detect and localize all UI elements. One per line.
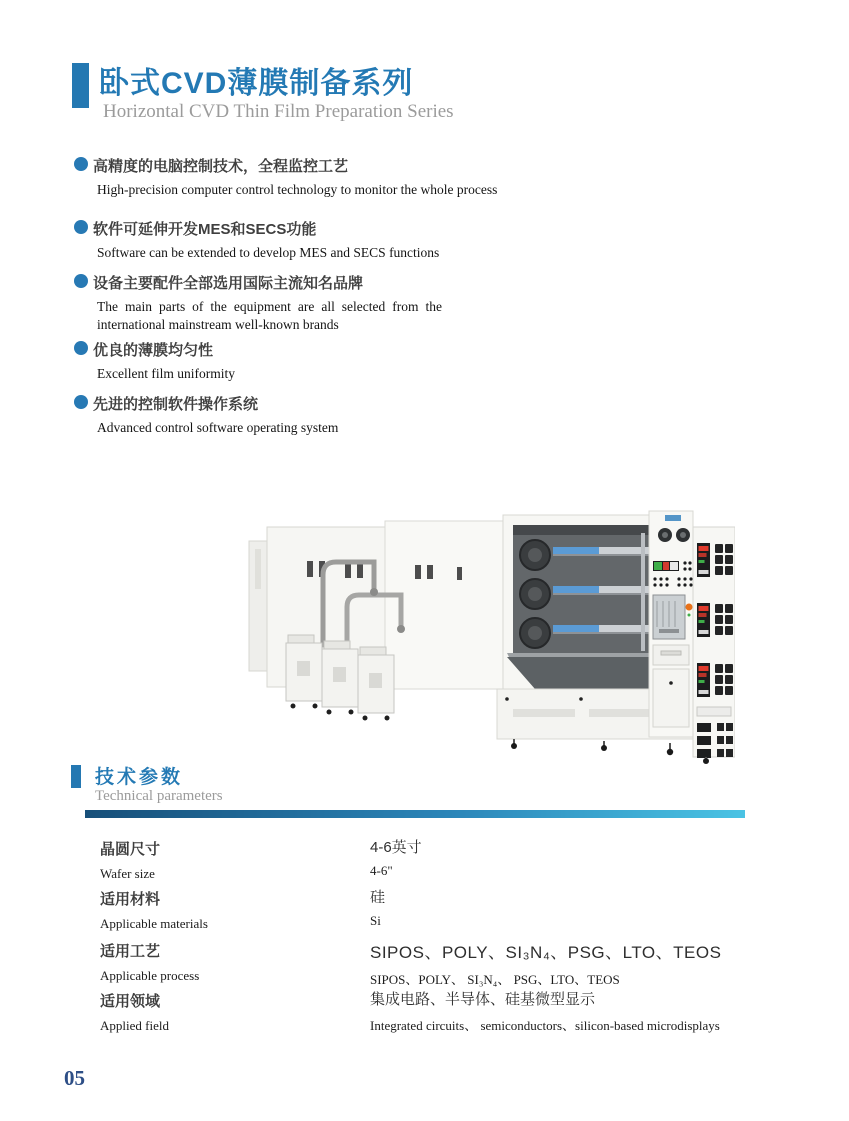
- feature-item: [74, 339, 504, 383]
- param-label-en: Wafer size: [100, 866, 155, 881]
- feature-item: [74, 218, 504, 262]
- param-label-cn: 晶圆尺寸: [100, 841, 161, 858]
- param-value-cn: SIPOS、POLY、SI₃N₄、PSG、LTO、TEOS: [370, 943, 722, 962]
- feature-item: [74, 393, 504, 437]
- title-accent-bar: [72, 63, 89, 108]
- feature-subtitle: Software can be extended to develop MES and SECS functions: [97, 245, 440, 260]
- param-label-en: Applied field: [100, 1018, 169, 1033]
- feature-item: [74, 272, 504, 334]
- section-title-en: Technical parameters: [95, 788, 223, 804]
- param-row-materials: [100, 888, 760, 932]
- page-title-cn: 卧式CVD薄膜制备系列: [99, 67, 414, 100]
- bullet-dot-icon: [74, 274, 88, 288]
- page-title-en: Horizontal CVD Thin Film Preparation Series: [103, 101, 454, 122]
- section-accent-bar: [71, 765, 81, 788]
- param-label-cn: 适用工艺: [100, 943, 161, 960]
- equipment-photo: [245, 503, 735, 765]
- feature-subtitle: The main parts of the equipment are all selected from the international mainstream well-known brands: [97, 299, 442, 332]
- param-label-cn: 适用领域: [100, 993, 161, 1010]
- param-row-applied-field: [100, 990, 760, 1034]
- bullet-dot-icon: [74, 395, 88, 409]
- feature-title: 设备主要配件全部选用国际主流知名品牌: [93, 275, 364, 292]
- param-label-en: Applicable materials: [100, 916, 208, 931]
- feature-title: 优良的薄膜均匀性: [93, 342, 214, 359]
- param-value-cn: 硅: [370, 889, 386, 906]
- feature-title: 高精度的电脑控制技术，全程监控工艺: [93, 158, 349, 175]
- bullet-dot-icon: [74, 341, 88, 355]
- feature-item: [74, 155, 504, 199]
- bullet-dot-icon: [74, 157, 88, 171]
- section-title-cn: 技术参数: [95, 767, 184, 788]
- feature-title: 软件可延伸开发MES和SECS功能: [93, 221, 317, 238]
- param-row-wafer-size: [100, 838, 760, 882]
- param-label-en: Applicable process: [100, 968, 200, 983]
- feature-subtitle: Excellent film uniformity: [97, 366, 235, 381]
- cvd-equipment-illustration: [245, 503, 735, 765]
- param-value-cn: 集成电路、半导体、硅基微型显示: [370, 991, 596, 1008]
- param-value-en: Si: [370, 913, 381, 928]
- param-row-process: [100, 940, 760, 987]
- gradient-divider: [85, 810, 745, 818]
- param-value-cn: 4-6英寸: [370, 839, 422, 856]
- param-value-en: 4-6": [370, 863, 393, 878]
- param-value-en: SIPOS、POLY、 SI₃N₄、 PSG、LTO、TEOS: [370, 972, 620, 987]
- feature-subtitle: High-precision computer control technology to monitor the whole process: [97, 182, 498, 197]
- feature-title: 先进的控制软件操作系统: [93, 396, 259, 413]
- param-value-en: Integrated circuits、 semiconductors、silicon-based microdisplays: [370, 1018, 720, 1033]
- page-number: 05: [64, 1066, 85, 1090]
- feature-subtitle: Advanced control software operating system: [97, 420, 339, 435]
- bullet-dot-icon: [74, 220, 88, 234]
- param-label-cn: 适用材料: [100, 891, 161, 908]
